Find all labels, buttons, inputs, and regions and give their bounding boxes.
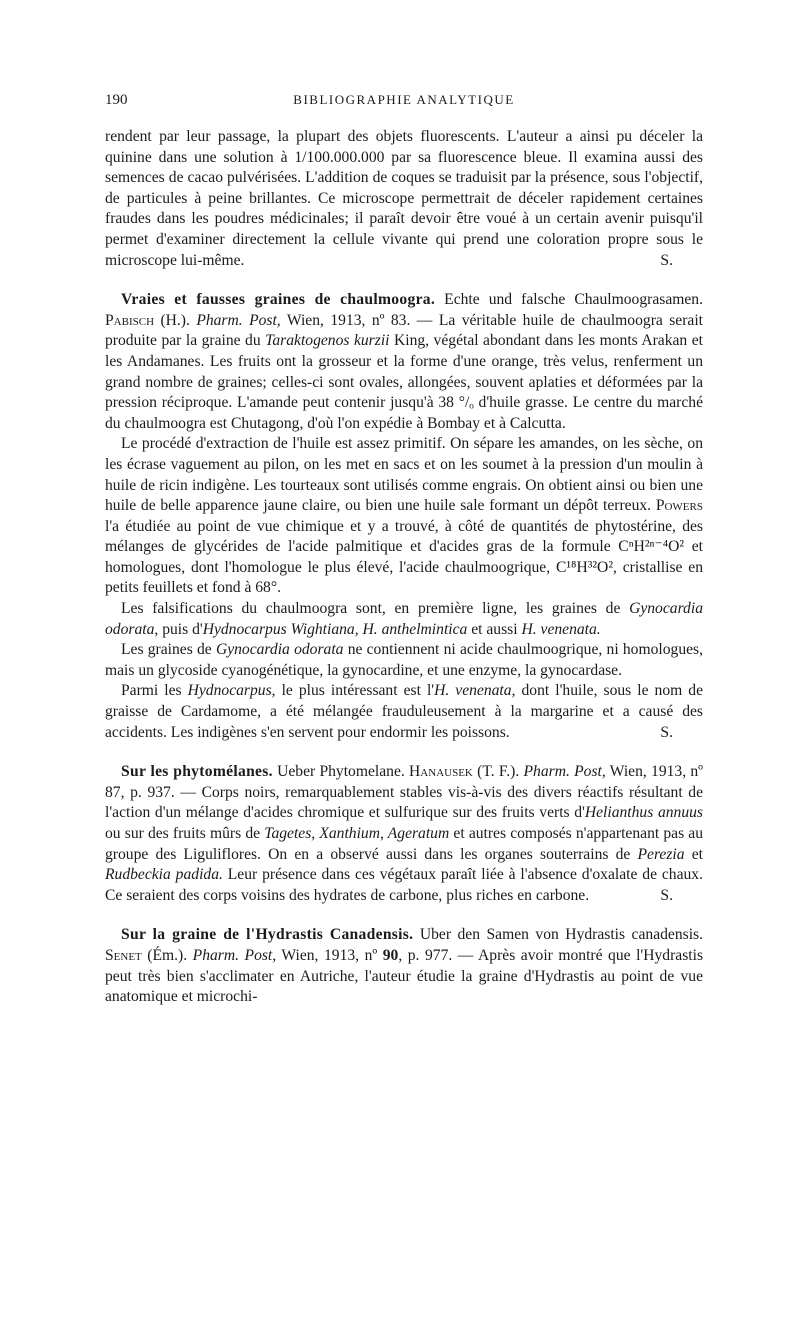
- species-name: Perezia: [637, 845, 685, 863]
- entry-title: Sur la graine de l'Hydrastis Canadensis.: [121, 926, 414, 944]
- entry-text: et: [684, 845, 703, 863]
- paragraph-text: , dont l'huile, sous le nom de graisse de Cardamome, a été mélangée frauduleusement à la margarine et a causé des accidents. Les indigènes s'en servent pour endormir les poissons.: [105, 682, 703, 741]
- journal-name: Pharm. Post,: [523, 763, 606, 781]
- entry-text: Ueber Phytomelane.: [272, 763, 410, 781]
- issue-number: 90: [382, 946, 399, 964]
- paragraph: [105, 599, 703, 640]
- entry-chaulmoogra: [105, 290, 703, 434]
- entry-text: (H.).: [154, 311, 197, 329]
- paragraph-text: l'a étudiée au point de vue chimique et y a trouvé, à côté de quantités de phytostérine, des mélanges de glycérides de l'acide palmitique et d'acides gras de la formule CⁿH²ⁿ⁻⁴O² et homologues, dont l'homologue le plus élevé, l'acide chaulmoogrique, C¹⁸H³²O², cristallise en petits feuillets et fond à 68°.: [105, 517, 703, 597]
- page-body: [105, 127, 703, 1008]
- entry-text: Wien, 1913, nº 87, p. 937. — Corps noirs, remarquablement stables vis-à-vis des divers réactifs résultant de l'action d'un mélange d'acides chromique et sulfurique sur des fruits verts d': [105, 763, 703, 822]
- signature: S.: [660, 251, 673, 269]
- running-header: [105, 92, 703, 114]
- paragraph-text: , le plus intéressant est l': [271, 682, 435, 700]
- species-name: Hydnocarpus: [187, 682, 272, 700]
- entry-text: Wien, 1913, nº: [276, 946, 383, 964]
- paragraph: [105, 640, 703, 681]
- journal-name: Pharm. Post,: [196, 311, 281, 329]
- paragraph-text: Les graines de: [121, 641, 216, 659]
- entry-text: (Ém.).: [141, 946, 193, 964]
- entry-text: Wien, 1913, nº 83. — La véritable huile de chaulmoogra serait produite par la graine du: [105, 311, 703, 350]
- species-name: Tagetes, Xanthium, Ageratum: [264, 825, 450, 842]
- paragraph-text: Le procédé d'extraction de l'huile est assez primitif. On sépare les amandes, on les sèche, on les écrase vaguement au pilon, on les met en sacs et on les soumet à la pression d'un moulin à huile de ricin indigène. Les tourteaux sont utilisés comme engrais. On obtient ainsi ou bien une huile de belle apparence jaune claire, ou bien une huile sale formant un dépôt terreux.: [105, 435, 703, 515]
- signature: S.: [660, 886, 673, 904]
- species-name: Gynocardia odorata: [215, 641, 344, 659]
- paragraph: [105, 434, 703, 599]
- entry-title: Sur les phytomélanes.: [121, 763, 273, 781]
- signature: S.: [660, 723, 673, 741]
- paragraph: [105, 681, 703, 743]
- entry-text: Leur présence dans ces végétaux paraît liée à l'absence d'oxalate de chaux. Ce seraient des corps voisins des hydrates de carbone, plus riches en carbone.: [105, 866, 703, 904]
- entry-phytomelanes: [105, 762, 703, 906]
- journal-name: Pharm. Post,: [192, 946, 277, 964]
- species-name: Gynocardia odorata: [105, 600, 703, 638]
- paragraph-text: et aussi: [467, 620, 522, 638]
- paragraph-text: rendent par leur passage, la plupart des objets fluorescents. L'auteur a ainsi pu déceler la quinine dans une solution à 1/100.000.000 par sa fluorescence bleue. Il examina aussi des semences de cacao pulvérisées. L'addition de coques se traduisit par la présence, sous l'objectif, de particules à peine brillantes. Ce microscope permettrait de déceler rapidement certaines fraudes dans les poudres médicinales; il paraît devoir être voué à un certain avenir puisqu'il permet d'examiner directement la cellule vivante qui prend une coloration propre sous le microscope lui-même.: [105, 128, 703, 269]
- entry-text: Uber den Samen von Hydrastis canadensis.: [413, 926, 704, 944]
- species-name: H. venenata: [434, 682, 512, 700]
- author-name: Powers: [655, 497, 703, 515]
- species-name: Rudbeckia padida.: [105, 866, 223, 884]
- author-name: Pabisch: [105, 311, 155, 329]
- paragraph-text: ne contiennent ni acide chaulmoogrique, ni homologues, mais un glycoside cyanogénétique, la gynocardine, et une enzyme, la gynocardase.: [105, 641, 703, 679]
- entry-text: Echte und falsche Chaulmoograsamen.: [435, 291, 703, 309]
- species-name: Hydnocarpus Wightiana, H. anthelmintica: [202, 620, 468, 638]
- entry-text: ou sur des fruits mûrs de: [105, 825, 265, 842]
- species-name: Taraktogenos kurzii: [265, 332, 390, 350]
- entry-text: et autres composés n'appartenant pas au groupe des Liguliflores. On en a observé aussi dans les organes souterrains de: [105, 825, 704, 863]
- paragraph-text: Les falsifications du chaulmoogra sont, en première ligne, les graines de: [121, 600, 630, 618]
- entry-text: King, végétal abondant dans les monts Arakan et les Andamanes. Les fruits ont la grosseur et la forme d'une orange, très velus, renferment un grand nombre de graines; celles-ci sont ovales, allongées, souvent aplaties et déformées par la pression réciproque. L'amande peut contenir jusqu'à 38 °/ₒ d'huile grasse. Le centre du marché du chaulmoogra est Chutagong, d'où l'on expédie à Bombay et à Calcutta.: [105, 332, 703, 432]
- page-number: 190: [105, 92, 128, 108]
- entry-hydrastis: [105, 925, 703, 1007]
- species-name: Helianthus annuus: [584, 804, 704, 822]
- entry-text: , p. 977. — Après avoir montré que l'Hydrastis peut très bien s'acclimater en Autriche, l'auteur étudie la graine d'Hydrastis au point de vue anatomique et microchi-: [105, 946, 704, 1006]
- paragraph-text: , puis d': [154, 620, 203, 638]
- running-title: BIBLIOGRAPHIE ANALYTIQUE: [293, 92, 515, 107]
- paragraph-text: Parmi les: [121, 682, 188, 700]
- author-name: Senet: [105, 946, 142, 964]
- author-name: Hanausek: [409, 763, 473, 781]
- species-name: H. venenata.: [521, 620, 601, 638]
- paragraph-continued: [105, 127, 703, 271]
- entry-title: Vraies et fausses graines de chaulmoogra.: [121, 291, 436, 309]
- entry-text: (T. F.).: [472, 763, 524, 781]
